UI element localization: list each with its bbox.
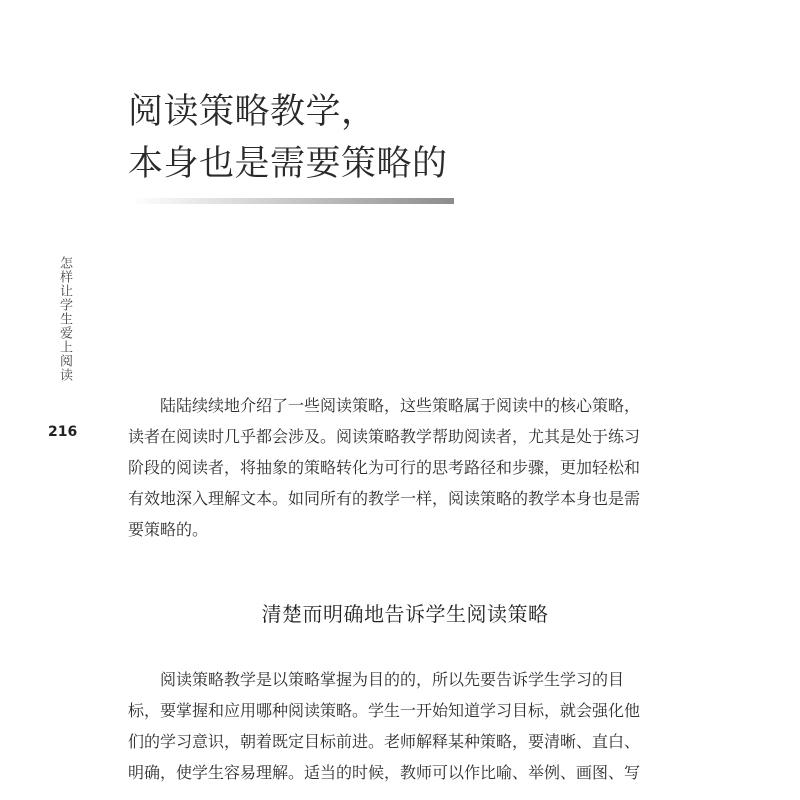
chapter-title-line-1: 阅读策略教学，: [128, 92, 377, 132]
paragraph-line: 标，要掌握和应用哪种阅读策略。学生一开始知道学习目标，就会强化他: [128, 701, 641, 720]
paragraph-line: 们的学习意识，朝着既定目标前进。老师解释某种策略，要清晰、直白、: [128, 732, 641, 751]
paragraph-line: 有效地深入理解文本。如同所有的教学一样，阅读策略的教学本身也是需: [128, 489, 641, 508]
page-number: 216: [48, 424, 78, 440]
paragraph-line: 陆陆续续地介绍了一些阅读策略，这些策略属于阅读中的核心策略，: [128, 396, 641, 415]
chapter-title: [128, 86, 448, 190]
paragraph-line: 明确，使学生容易理解。适当的时候，教师可以作比喻、举例、画图、写: [128, 763, 641, 782]
title-underline-rule: [130, 198, 454, 204]
running-head: 怎样让学生爱上阅读: [57, 256, 72, 382]
paragraph-line: 阶段的阅读者，将抽象的策略转化为可行的思考路径和步骤，更加轻松和: [128, 458, 641, 477]
intro-paragraph: [128, 390, 688, 545]
paragraph-line: 读者在阅读时几乎都会涉及。阅读策略教学帮助阅读者，尤其是处于练习: [128, 427, 641, 446]
paragraph-line: 要策略的。: [128, 520, 209, 539]
paragraph-line: 阅读策略教学是以策略掌握为目的的，所以先要告诉学生学习的目: [128, 670, 625, 689]
section-heading: 清楚而明确地告诉学生阅读策略: [261, 602, 549, 626]
chapter-title-line-2: 本身也是需要策略的: [128, 144, 448, 184]
body-paragraph: [128, 664, 688, 788]
